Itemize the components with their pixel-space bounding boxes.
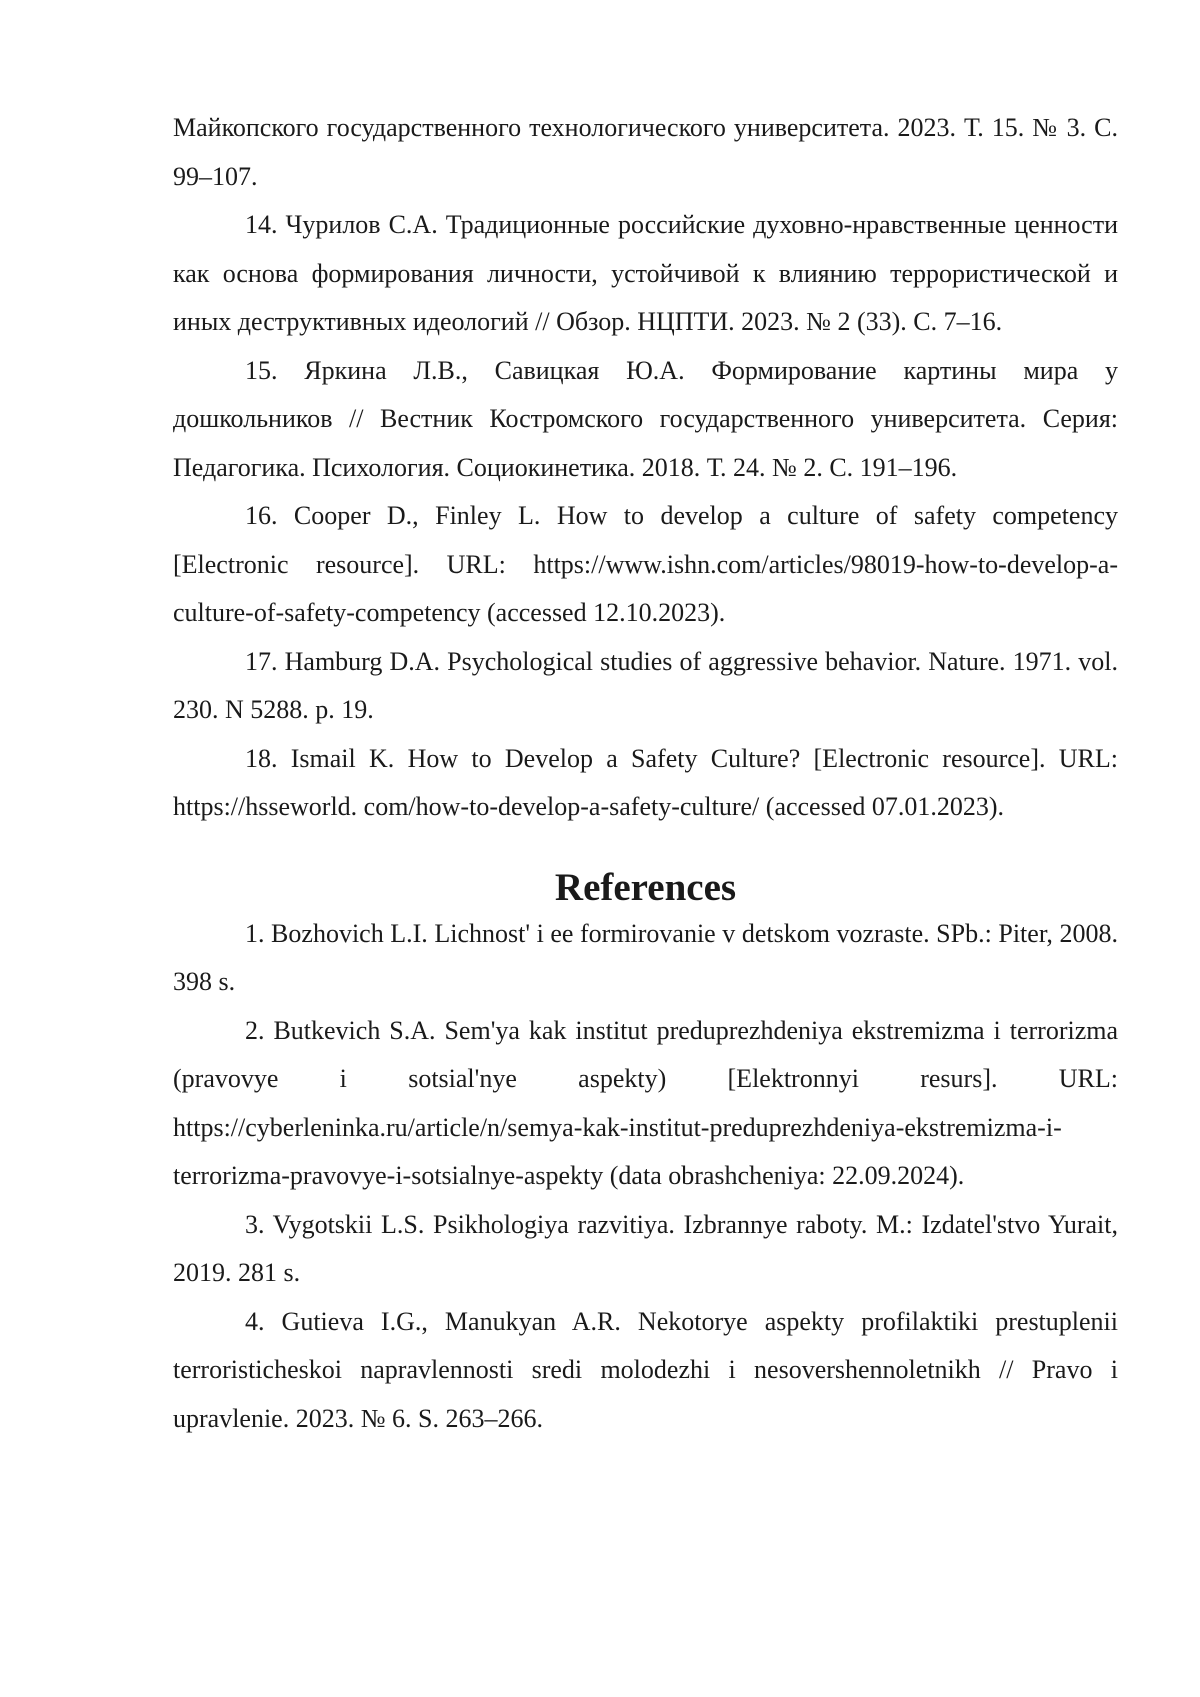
reference-item-4: 4. Gutieva I.G., Manukyan A.R. Nekotorye aspekty profilaktiki prestuplenii terroristicheskoi napravlennosti sredi molodezhi i nesovershennoletnikh // Pravo i upravlenie. 2023. № 6. S. 263–266.: [173, 1306, 1118, 1433]
literature-item-18: 18. Ismail K. How to Develop a Safety Culture? [Electronic resource]. URL: https://hsseworld. com/how-to-develop-a-safety-culture/ (accessed 07.01.2023).: [173, 743, 1118, 821]
document-page: [173, 104, 1118, 1443]
reference-item-2: 2. Butkevich S.A. Sem'ya kak institut preduprezhdeniya ekstremizma i terrorizma (pravovye i sotsial'nye aspekty) [Elektronnyi resurs]. URL: https://cyberleninka.ru/article/n/semya-kak-institut-preduprezhdeniya-ekstremizma-i-terrorizma-pravovye-i-sotsialnye-aspekty (data obrashcheniya: 22.09.2024).: [173, 1015, 1118, 1190]
literature-item-17: 17. Hamburg D.A. Psychological studies of aggressive behavior. Nature. 1971. vol. 230. N 5288. p. 19.: [173, 646, 1118, 724]
reference-item-3: 3. Vygotskii L.S. Psikhologiya razvitiya. Izbrannye raboty. M.: Izdatel'stvo Yurait, 2019. 281 s.: [173, 1209, 1118, 1287]
reference-item-1: 1. Bozhovich L.I. Lichnost' i ee formirovanie v detskom vozraste. SPb.: Piter, 2008. 398 s.: [173, 918, 1118, 996]
literature-item-14: 14. Чурилов С.А. Традиционные российские духовно-нравственные ценности как основа формирования личности, устойчивой к влиянию террористической и иных деструктивных идеологий // Обзор. НЦПТИ. 2023. № 2 (33). С. 7–16.: [173, 210, 1118, 336]
literature-item-13-continuation: Майкопского государственного технологического университета. 2023. Т. 15. № 3. С. 99–107.: [173, 113, 1118, 191]
references-heading: References: [554, 865, 737, 909]
literature-item-15: 15. Яркина Л.В., Савицкая Ю.А. Формирование картины мира у дошкольников // Вестник Костромского государственного университета. Серия: Педагогика. Психология. Социокинетика. 2018. Т. 24. № 2. С. 191–196.: [173, 355, 1118, 482]
literature-item-16: 16. Cooper D., Finley L. How to develop a culture of safety competency [Electronic resource]. URL: https://www.ishn.com/articles/98019-how-to-develop-a-culture-of-safety-competency (accessed 12.10.2023).: [173, 501, 1118, 627]
